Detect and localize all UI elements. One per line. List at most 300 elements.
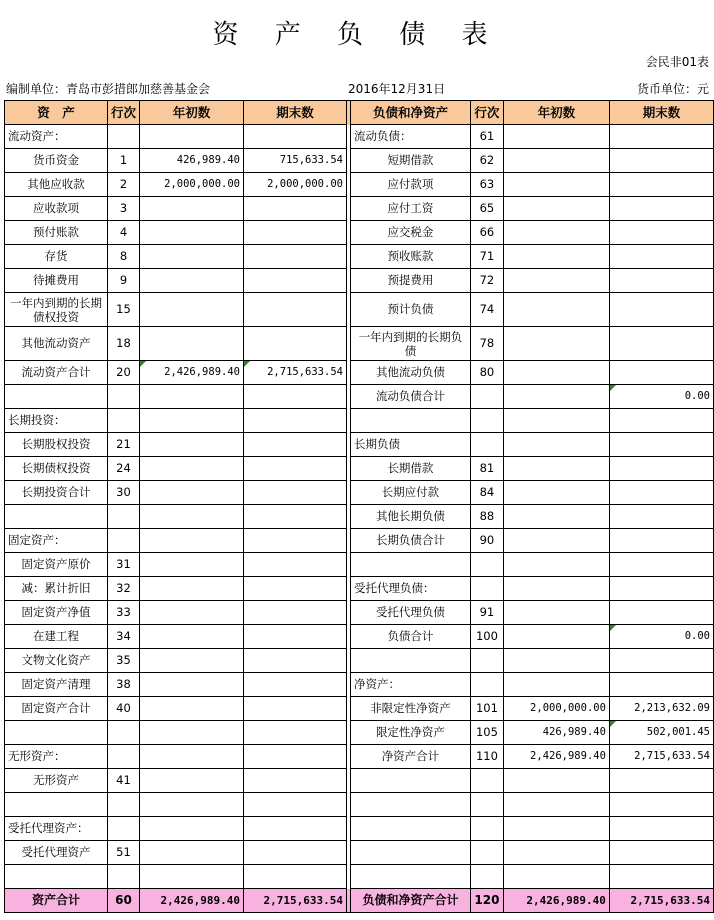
asset-line-cell (107, 409, 139, 433)
header-cell: 年初数 (503, 101, 609, 125)
liability-item-cell (350, 697, 470, 721)
asset-begin-cell (140, 245, 244, 269)
liability-begin-cell (503, 221, 609, 245)
liability-end-cell (609, 769, 713, 793)
asset-begin-cell (140, 793, 244, 817)
liability-end-cell (609, 457, 713, 481)
asset-item-cell (5, 385, 108, 409)
asset-line-cell (107, 245, 139, 269)
asset-end-cell (243, 601, 346, 625)
liability-item-text: 净资产合计 (381, 749, 440, 763)
liability-begin-cell (503, 197, 609, 221)
asset-item-cell (5, 817, 108, 841)
asset-begin-text: 426,989.40 (176, 154, 240, 166)
asset-item-cell (5, 553, 108, 577)
asset-begin-cell (140, 769, 244, 793)
table-row (5, 409, 714, 433)
asset-line-text: 4 (119, 225, 128, 239)
asset-begin-cell (140, 433, 244, 457)
cell-corner-marker (244, 361, 250, 367)
liability-item-cell (350, 221, 470, 245)
liability-end-cell (609, 221, 713, 245)
liability-begin-cell (503, 553, 609, 577)
asset-line-text: 21 (116, 437, 131, 451)
asset-end-cell (243, 865, 346, 889)
liability-line-text: 105 (475, 725, 498, 739)
asset-line-cell (107, 149, 139, 173)
liability-item-text: 应付款项 (387, 177, 434, 191)
asset-line-cell (107, 553, 139, 577)
liability-end-cell (609, 697, 713, 721)
asset-begin-cell (140, 553, 244, 577)
liability-line-cell (470, 385, 503, 409)
table-row (5, 125, 714, 149)
asset-line-cell (107, 865, 139, 889)
asset-end-cell (243, 769, 346, 793)
asset-end-cell (243, 625, 346, 649)
header-cell: 行次 (107, 101, 139, 125)
asset-begin-text: 2,426,989.40 (164, 366, 240, 378)
asset-line-cell (107, 293, 139, 327)
asset-line-text: 33 (116, 605, 131, 619)
liability-begin-text: 2,426,989.40 (526, 894, 606, 907)
liability-line-text: 110 (475, 749, 498, 763)
liability-item-text: 预提费用 (387, 273, 434, 287)
liability-begin-text: 2,426,989.40 (530, 750, 606, 762)
table-row (5, 245, 714, 269)
liability-item-cell (350, 293, 470, 327)
table-row (5, 673, 714, 697)
asset-item-cell (5, 745, 108, 769)
liability-item-cell (350, 269, 470, 293)
table-row (5, 649, 714, 673)
total-row (5, 889, 714, 913)
asset-item-cell (5, 197, 108, 221)
liability-item-cell (350, 889, 470, 913)
asset-begin-cell (140, 889, 244, 913)
asset-line-cell (107, 221, 139, 245)
asset-end-cell (243, 409, 346, 433)
asset-line-cell (107, 793, 139, 817)
liability-item-cell (350, 327, 470, 361)
asset-item-cell (5, 769, 108, 793)
asset-item-text: 固定资产净值 (21, 605, 91, 619)
liability-begin-cell (503, 293, 609, 327)
currency-unit: 货币单位：元 (636, 82, 709, 96)
liability-line-text: 78 (479, 336, 495, 350)
liability-item-cell (350, 649, 470, 673)
table-row (5, 529, 714, 553)
asset-line-text: 2 (119, 177, 128, 191)
liability-line-cell (470, 481, 503, 505)
asset-item-cell (5, 793, 108, 817)
asset-begin-cell (140, 149, 244, 173)
asset-item-cell (5, 865, 108, 889)
cell-corner-marker (140, 361, 146, 367)
liability-begin-cell (503, 625, 609, 649)
asset-begin-cell (140, 625, 244, 649)
asset-line-cell (107, 745, 139, 769)
asset-line-cell (107, 457, 139, 481)
asset-line-cell (107, 481, 139, 505)
table-row (5, 269, 714, 293)
header-cell: 负债和净资产 (350, 101, 470, 125)
report-title: 资 产 负 债 表 (212, 20, 502, 50)
asset-item-text: 存货 (44, 249, 68, 263)
header-cell: 年初数 (140, 101, 244, 125)
liability-line-cell (470, 245, 503, 269)
asset-line-text: 18 (116, 336, 131, 350)
asset-item-text: 流动资产合计 (21, 365, 91, 379)
asset-begin-text: 2,426,989.40 (160, 894, 240, 907)
asset-end-cell (243, 793, 346, 817)
liability-begin-cell (503, 409, 609, 433)
asset-line-cell (107, 197, 139, 221)
header-cell: 期末数 (609, 101, 713, 125)
liability-end-cell (609, 481, 713, 505)
asset-item-cell (5, 125, 108, 149)
table-row (5, 457, 714, 481)
asset-item-cell (5, 361, 108, 385)
liability-begin-cell (503, 529, 609, 553)
liability-end-cell (609, 601, 713, 625)
asset-end-cell (243, 817, 346, 841)
asset-line-text: 8 (119, 249, 128, 263)
liability-line-cell (470, 529, 503, 553)
liability-end-cell (609, 505, 713, 529)
liability-line-cell (470, 889, 503, 913)
liability-begin-cell (503, 793, 609, 817)
asset-item-cell (5, 697, 108, 721)
asset-line-cell (107, 697, 139, 721)
asset-line-cell (107, 125, 139, 149)
asset-item-cell (5, 293, 108, 327)
liability-item-cell (350, 361, 470, 385)
liability-line-cell (470, 553, 503, 577)
asset-line-cell (107, 673, 139, 697)
header-cell: 行次 (470, 101, 503, 125)
liability-begin-cell (503, 505, 609, 529)
reporting-unit: 编制单位：青岛市彭措郎加慈善基金会 (6, 82, 211, 96)
asset-begin-cell (140, 505, 244, 529)
asset-item-text: 文物文化资产 (21, 653, 91, 667)
liability-line-text: 81 (479, 461, 495, 475)
asset-begin-cell (140, 841, 244, 865)
cell-corner-marker (610, 625, 616, 631)
cell-corner-marker (610, 385, 616, 391)
liability-begin-cell (503, 673, 609, 697)
liability-line-cell (470, 649, 503, 673)
liability-line-cell (470, 457, 503, 481)
liability-item-text: 负债合计 (387, 629, 434, 643)
liability-line-cell (470, 577, 503, 601)
asset-item-text: 预付账款 (32, 225, 79, 239)
asset-item-cell (5, 601, 108, 625)
liability-item-cell (350, 529, 470, 553)
liability-item-text: 长期负债 (353, 437, 400, 451)
cell-corner-marker (610, 721, 616, 727)
liability-line-text: 120 (474, 893, 500, 907)
liability-item-text: 限定性净资产 (375, 725, 445, 739)
liability-line-text: 90 (479, 533, 495, 547)
asset-line-cell (107, 361, 139, 385)
liability-begin-cell (503, 769, 609, 793)
asset-item-text: 流动资产： (8, 129, 66, 143)
asset-line-text: 3 (119, 201, 128, 215)
asset-line-cell (107, 817, 139, 841)
liability-end-text: 2,715,633.54 (634, 750, 710, 762)
asset-item-cell (5, 457, 108, 481)
liability-end-cell (609, 245, 713, 269)
liability-item-cell (350, 865, 470, 889)
liability-begin-cell (503, 577, 609, 601)
liability-item-cell (350, 601, 470, 625)
asset-item-text: 在建工程 (32, 629, 79, 643)
liability-line-text: 91 (479, 605, 495, 619)
asset-item-text: 固定资产原价 (21, 557, 91, 571)
liability-begin-cell (503, 173, 609, 197)
liability-end-text: 0.00 (684, 390, 710, 402)
asset-begin-cell (140, 577, 244, 601)
asset-item-cell (5, 173, 108, 197)
asset-end-text: 2,000,000.00 (267, 178, 343, 190)
asset-end-cell (243, 721, 346, 745)
asset-end-cell (243, 481, 346, 505)
liability-end-cell (609, 385, 713, 409)
table-row (5, 197, 714, 221)
asset-begin-cell (140, 649, 244, 673)
liability-item-text: 受托代理负债： (353, 581, 435, 595)
asset-end-cell (243, 269, 346, 293)
asset-line-text: 20 (116, 365, 131, 379)
asset-item-text: 无形资产： (8, 749, 66, 763)
liability-line-cell (470, 865, 503, 889)
liability-line-cell (470, 817, 503, 841)
asset-end-text: 2,715,633.54 (267, 366, 343, 378)
liability-end-cell (609, 173, 713, 197)
asset-begin-cell (140, 697, 244, 721)
asset-end-cell (243, 221, 346, 245)
table-header-row (5, 101, 714, 125)
asset-item-text: 固定资产： (8, 533, 66, 547)
liability-item-text: 预计负债 (387, 302, 434, 316)
liability-line-text: 72 (479, 273, 495, 287)
liability-item-cell (350, 745, 470, 769)
table-row (5, 865, 714, 889)
liability-begin-cell (503, 601, 609, 625)
liability-end-cell (609, 649, 713, 673)
asset-item-text: 待摊费用 (32, 273, 79, 287)
asset-end-cell (243, 293, 346, 327)
liability-item-cell (350, 553, 470, 577)
liability-end-cell (609, 889, 713, 913)
liability-line-cell (470, 269, 503, 293)
liability-line-text: 101 (475, 701, 498, 715)
liability-begin-cell (503, 841, 609, 865)
asset-item-cell (5, 673, 108, 697)
asset-begin-cell (140, 221, 244, 245)
asset-line-text: 35 (116, 653, 131, 667)
liability-end-cell (609, 841, 713, 865)
liability-end-text: 502,001.45 (646, 726, 710, 738)
liability-end-cell (609, 433, 713, 457)
liability-line-text: 66 (479, 225, 495, 239)
asset-end-cell (243, 697, 346, 721)
asset-item-text: 受托代理资产 (21, 845, 91, 859)
liability-begin-text: 426,989.40 (542, 726, 606, 738)
asset-line-cell (107, 601, 139, 625)
asset-begin-cell (140, 721, 244, 745)
asset-end-cell (243, 433, 346, 457)
liability-item-cell (350, 721, 470, 745)
liability-begin-cell (503, 269, 609, 293)
asset-end-text: 715,633.54 (279, 154, 343, 166)
liability-line-cell (470, 721, 503, 745)
liability-line-cell (470, 601, 503, 625)
liability-line-cell (470, 769, 503, 793)
table-row (5, 505, 714, 529)
liability-item-text: 流动负债： (353, 129, 412, 143)
asset-end-cell (243, 149, 346, 173)
asset-line-cell (107, 577, 139, 601)
liability-line-text: 62 (479, 153, 495, 167)
liability-begin-cell (503, 327, 609, 361)
liability-item-text: 流动负债合计 (375, 389, 445, 403)
asset-item-text: 固定资产合计 (21, 701, 91, 715)
liability-line-text: 88 (479, 509, 495, 523)
asset-end-cell (243, 197, 346, 221)
liability-item-text: 负债和净资产合计 (362, 893, 459, 907)
liability-item-cell (350, 673, 470, 697)
table-row (5, 149, 714, 173)
liability-begin-cell (503, 385, 609, 409)
liability-item-cell (350, 841, 470, 865)
asset-end-cell (243, 457, 346, 481)
liability-item-cell (350, 625, 470, 649)
liability-line-cell (470, 625, 503, 649)
asset-item-cell (5, 409, 108, 433)
asset-item-cell (5, 433, 108, 457)
asset-item-text: 应收款项 (32, 201, 79, 215)
liability-begin-cell (503, 125, 609, 149)
liability-begin-cell (503, 721, 609, 745)
asset-item-text: 其他流动资产 (21, 336, 91, 350)
liability-item-cell (350, 577, 470, 601)
liability-line-text: 100 (475, 629, 498, 643)
liability-line-cell (470, 793, 503, 817)
liability-begin-cell (503, 481, 609, 505)
asset-line-text: 60 (115, 893, 132, 907)
asset-begin-cell (140, 385, 244, 409)
liability-item-text: 其他流动负债 (375, 365, 445, 379)
liability-line-text: 63 (479, 177, 495, 191)
liability-item-cell (350, 197, 470, 221)
liability-end-cell (609, 149, 713, 173)
liability-end-cell (609, 745, 713, 769)
liability-line-cell (470, 841, 503, 865)
asset-item-text: 一年内到期的长期债权投资 (9, 295, 102, 324)
asset-end-cell (243, 745, 346, 769)
liability-line-cell (470, 505, 503, 529)
liability-begin-cell (503, 245, 609, 269)
liability-end-cell (609, 865, 713, 889)
asset-item-text: 减：累计折旧 (21, 581, 91, 595)
table-row (5, 361, 714, 385)
asset-line-text: 24 (116, 461, 131, 475)
asset-begin-cell (140, 409, 244, 433)
liability-begin-cell (503, 149, 609, 173)
asset-item-text: 其他应收款 (27, 177, 85, 191)
liability-item-cell (350, 409, 470, 433)
liability-item-cell (350, 793, 470, 817)
asset-begin-cell (140, 865, 244, 889)
asset-line-cell (107, 841, 139, 865)
liability-end-cell (609, 361, 713, 385)
liability-end-text: 0.00 (684, 630, 710, 642)
asset-line-text: 32 (116, 581, 131, 595)
asset-item-cell (5, 529, 108, 553)
asset-end-cell (243, 361, 346, 385)
liability-line-text: 74 (479, 302, 495, 316)
liability-end-cell (609, 577, 713, 601)
form-number: 会民非01表 (645, 55, 709, 69)
asset-end-cell (243, 505, 346, 529)
table-row (5, 553, 714, 577)
asset-begin-cell (140, 361, 244, 385)
asset-item-cell (5, 889, 108, 913)
asset-item-cell (5, 149, 108, 173)
liability-line-cell (470, 409, 503, 433)
liability-begin-cell (503, 457, 609, 481)
liability-item-cell (350, 173, 470, 197)
table-row (5, 721, 714, 745)
liability-line-text: 61 (479, 129, 495, 143)
asset-end-text: 2,715,633.54 (263, 894, 343, 907)
table-row (5, 293, 714, 327)
liability-item-cell (350, 149, 470, 173)
asset-line-text: 51 (116, 845, 131, 859)
table-row (5, 817, 714, 841)
liability-item-cell (350, 385, 470, 409)
asset-line-cell (107, 433, 139, 457)
asset-item-cell (5, 505, 108, 529)
liability-line-cell (470, 361, 503, 385)
asset-begin-cell (140, 529, 244, 553)
asset-begin-text: 2,000,000.00 (164, 178, 240, 190)
liability-item-text: 其他长期负债 (375, 509, 445, 523)
asset-item-cell (5, 327, 108, 361)
liability-line-cell (470, 293, 503, 327)
liability-line-cell (470, 197, 503, 221)
asset-item-text: 长期债权投资 (21, 461, 91, 475)
header-cell: 期末数 (243, 101, 346, 125)
asset-line-cell (107, 269, 139, 293)
asset-begin-cell (140, 481, 244, 505)
asset-item-text: 长期投资合计 (21, 485, 91, 499)
liability-begin-cell (503, 697, 609, 721)
liability-end-text: 2,715,633.54 (630, 894, 710, 907)
liability-end-cell (609, 529, 713, 553)
liability-end-cell (609, 269, 713, 293)
asset-line-text: 30 (116, 485, 131, 499)
asset-line-text: 40 (116, 701, 131, 715)
table-row (5, 601, 714, 625)
asset-item-cell (5, 577, 108, 601)
header-cell: 资 产 (5, 101, 108, 125)
asset-item-cell (5, 841, 108, 865)
asset-item-text: 受托代理资产： (8, 821, 89, 835)
table-row (5, 577, 714, 601)
